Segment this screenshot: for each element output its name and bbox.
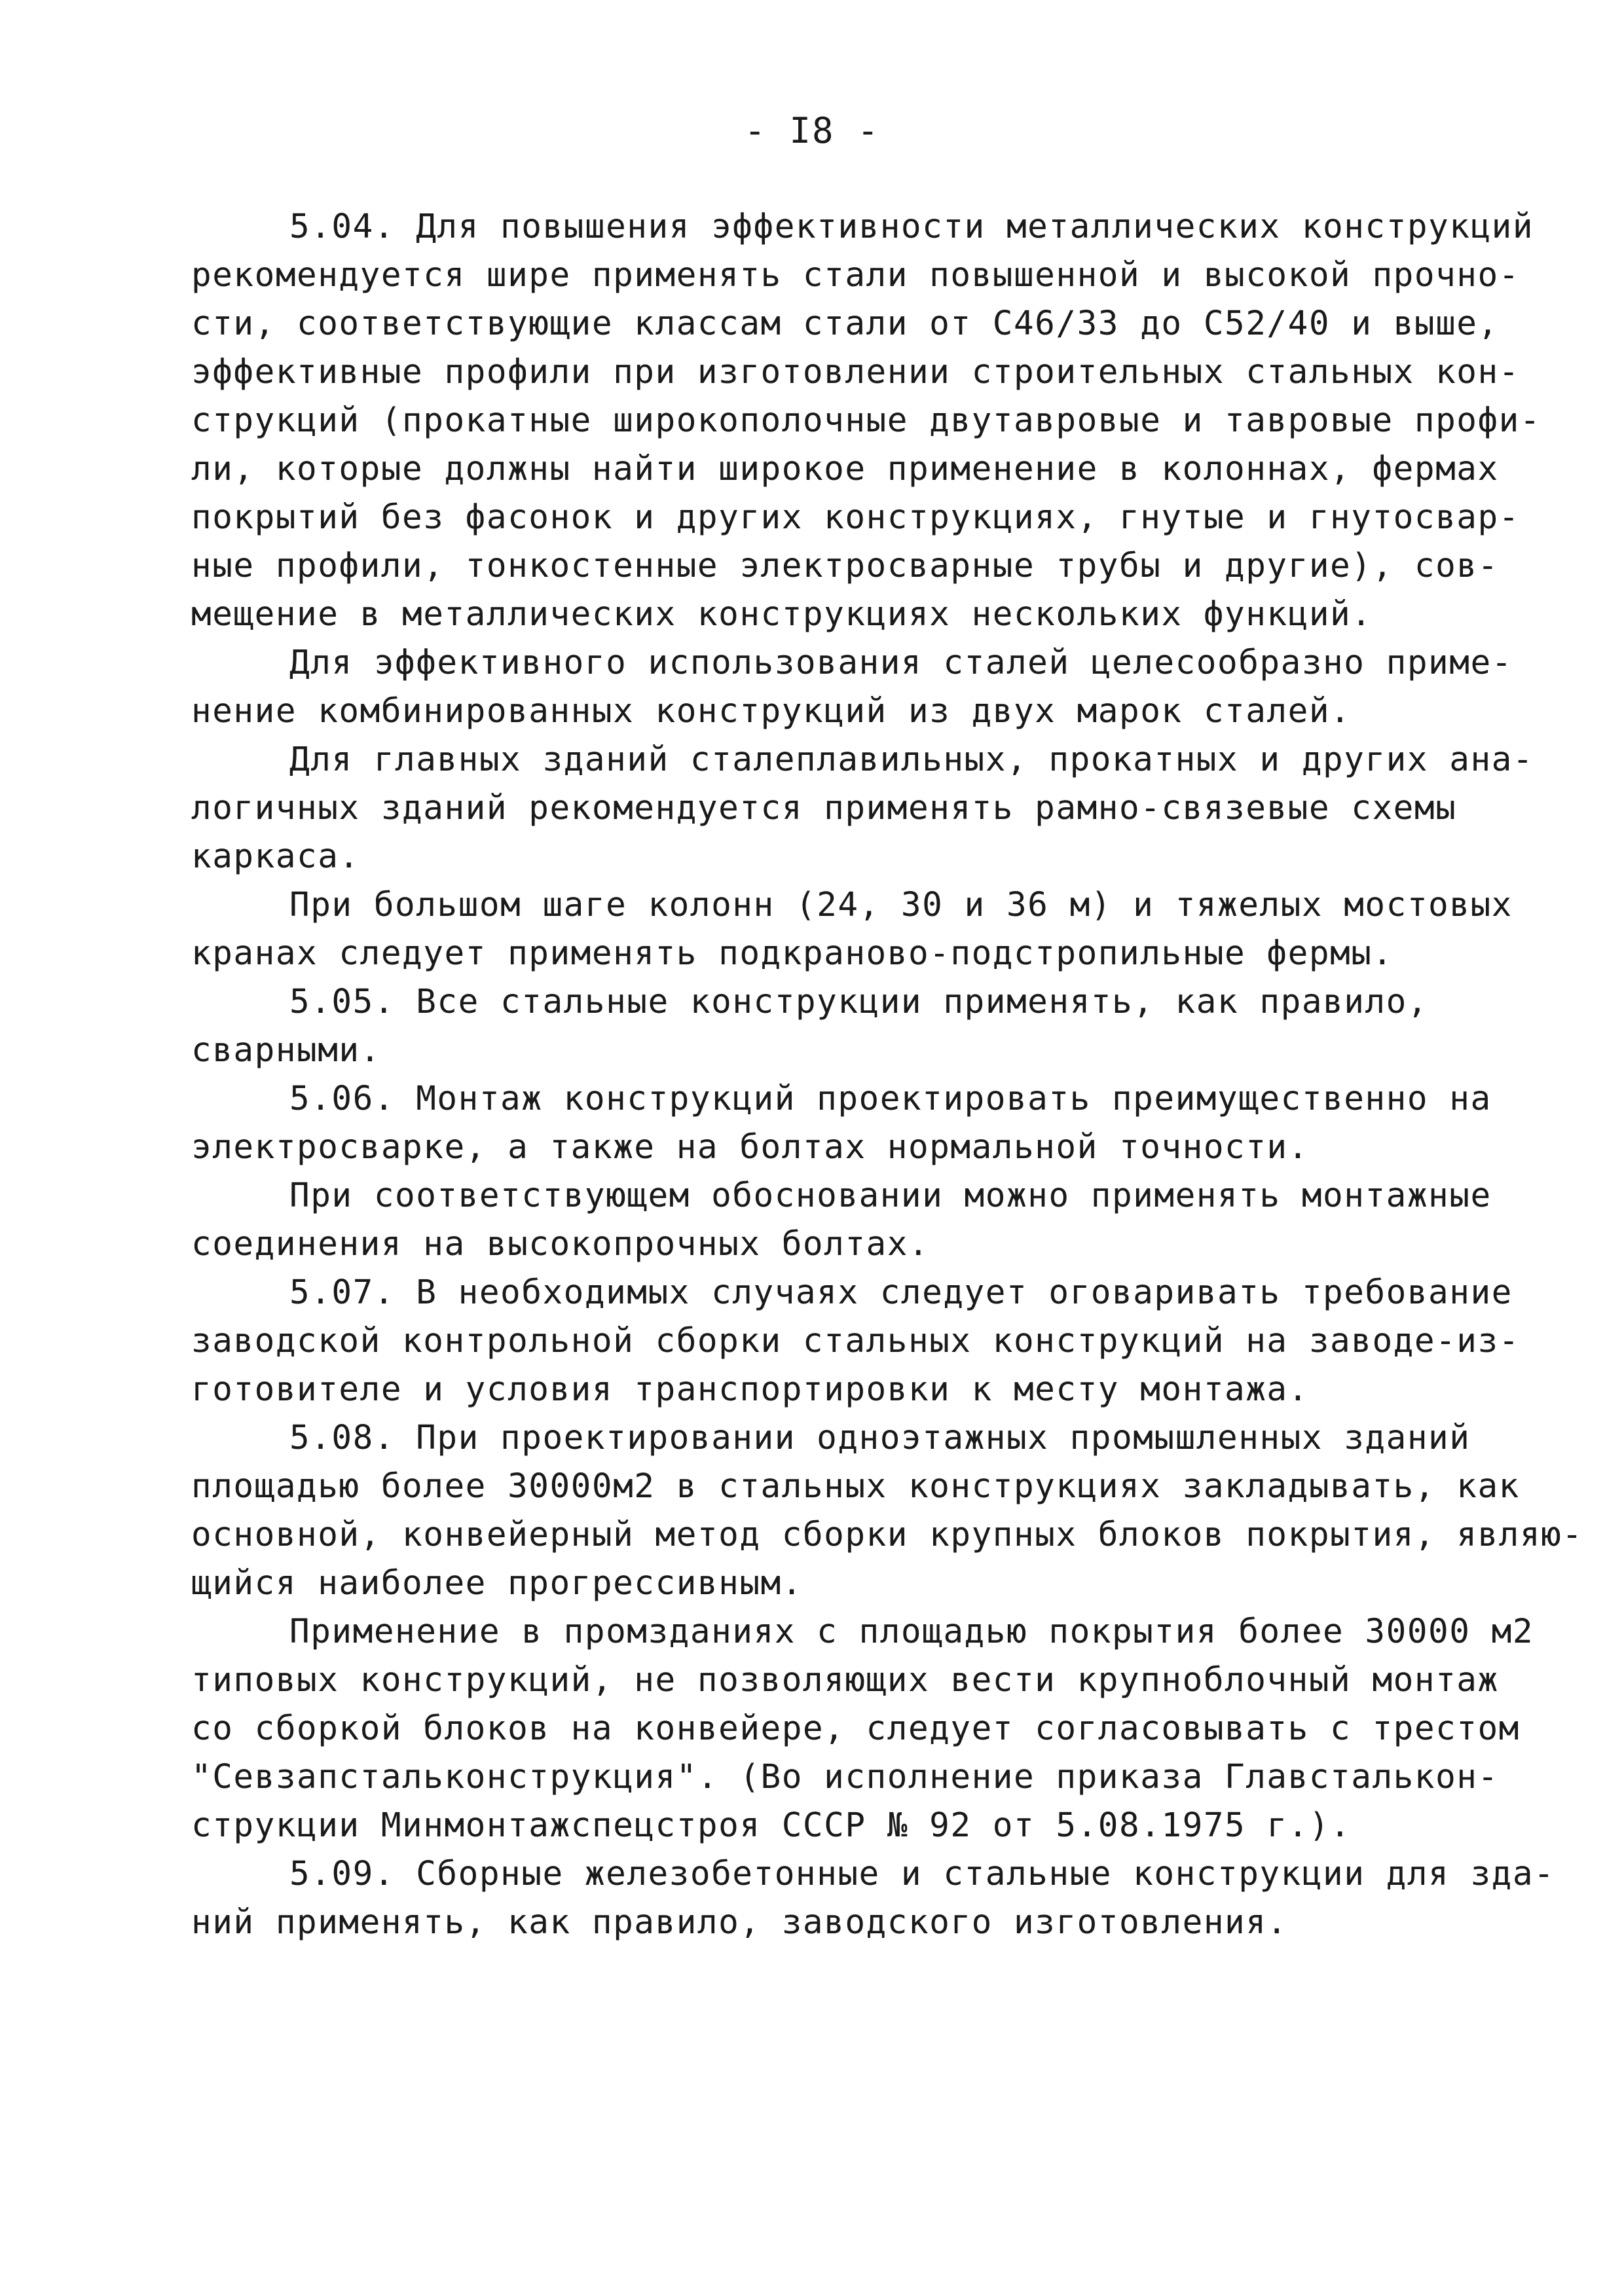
document-body: [191, 203, 1583, 1947]
text-line: логичных зданий рекомендуется применять рамно-связевые схемы: [191, 789, 1457, 828]
text-line: 5.05. Все стальные конструкции применять, как правило,: [289, 983, 1429, 1021]
text-line: Применение в промзданиях с площадью покрытия более 30000 м2: [289, 1613, 1534, 1651]
text-line: со сборкой блоков на конвейере, следует согласовывать с трестом: [191, 1709, 1520, 1748]
text-line: рекомендуется шире применять стали повышенной и высокой прочно-: [191, 256, 1520, 295]
text-line: покрытий без фасонок и других конструкциях, гнутые и гнутосвар-: [191, 498, 1520, 537]
text-line: ные профили, тонкостенные электросварные трубы и другие), сов-: [191, 547, 1499, 585]
text-line: Для эффективного использования сталей целесообразно приме-: [289, 644, 1513, 682]
text-line: ли, которые должны найти широкое применение в колоннах, фермах: [191, 450, 1499, 488]
text-line: основной, конвейерный метод сборки крупных блоков покрытия, являю-: [191, 1516, 1583, 1554]
text-line: 5.08. При проектировании одноэтажных промышленных зданий: [289, 1419, 1471, 1457]
text-line: каркаса.: [191, 837, 360, 876]
text-line: электросварке, а также на болтах нормальной точности.: [191, 1128, 1309, 1167]
text-line: площадью более 30000м2 в стальных конструкциях закладывать, как: [191, 1467, 1520, 1506]
text-line: 5.07. В необходимых случаях следует оговаривать требование: [289, 1273, 1513, 1312]
text-line: сти, соответствующие классам стали от С46/33 до С52/40 и выше,: [191, 304, 1499, 343]
text-line: нение комбинированных конструкций из двух марок сталей.: [191, 692, 1352, 731]
text-line: заводской контрольной сборки стальных конструкций на заводе-из-: [191, 1322, 1520, 1360]
text-line: При большом шаге колонн (24, 30 и 36 м) и тяжелых мостовых: [289, 886, 1513, 924]
text-line: струкций (прокатные широкополочные двутавровые и тавровые профи-: [191, 401, 1541, 440]
text-line: "Севзапстальконструкция". (Во исполнение приказа Главсталькон-: [191, 1758, 1499, 1796]
text-line: готовителе и условия транспортировки к месту монтажа.: [191, 1370, 1309, 1409]
text-line: щийся наиболее прогрессивным.: [191, 1564, 803, 1603]
text-line: эффективные профили при изготовлении строительных стальных кон-: [191, 353, 1520, 392]
text-line: 5.09. Сборные железобетонные и стальные конструкции для зда-: [289, 1855, 1555, 1893]
text-line: сварными.: [191, 1031, 381, 1070]
text-line: струкции Минмонтажспецстроя СССР № 92 от 5.08.1975 г.).: [191, 1806, 1352, 1845]
text-line: При соответствующем обосновании можно применять монтажные: [289, 1176, 1492, 1215]
text-line: 5.06. Монтаж конструкций проектировать преимущественно на: [289, 1080, 1492, 1118]
page-number: - I8 -: [744, 110, 880, 151]
text-line: типовых конструкций, не позволяющих вести крупноблочный монтаж: [191, 1661, 1499, 1700]
text-line: мещение в металлических конструкциях нескольких функций.: [191, 595, 1373, 634]
text-line: 5.04. Для повышения эффективности металлических конструкций: [289, 208, 1534, 246]
text-line: соединения на высокопрочных болтах.: [191, 1225, 930, 1264]
text-line: Для главных зданий сталеплавильных, прокатных и других ана-: [289, 740, 1534, 779]
text-line: кранах следует применять подкраново-подстропильные фермы.: [191, 934, 1393, 973]
text-line: ний применять, как правило, заводского изготовления.: [191, 1903, 1288, 1942]
